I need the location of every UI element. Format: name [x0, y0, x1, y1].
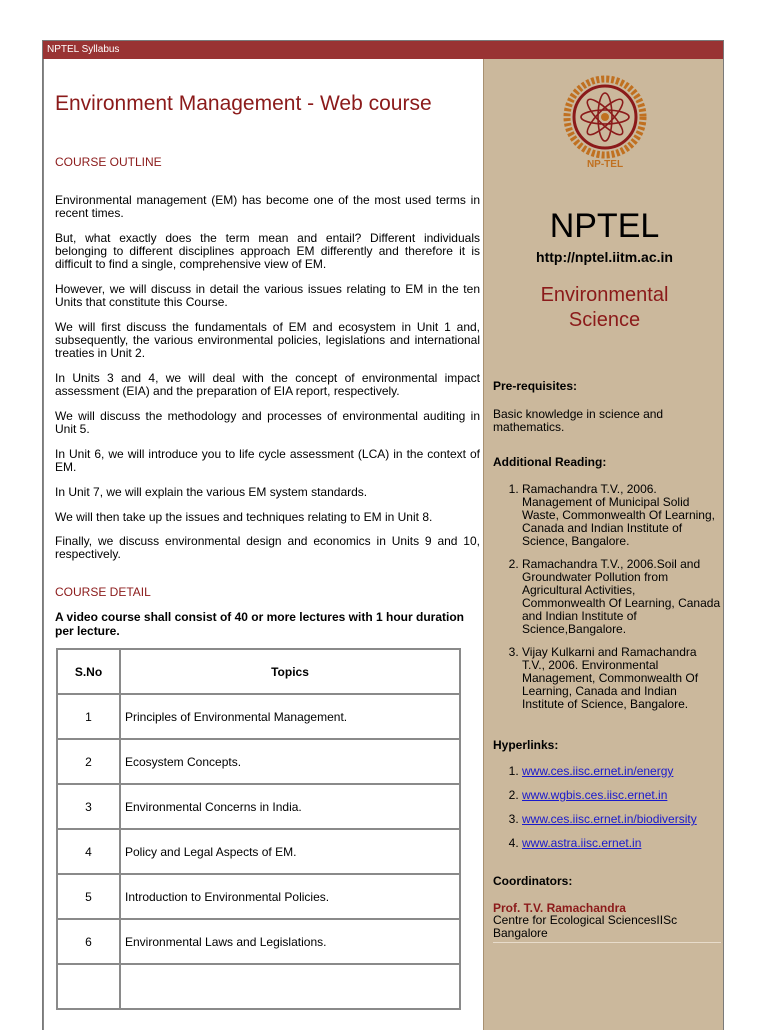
- page-title: Environment Management - Web course: [55, 92, 432, 115]
- sno-cell: [57, 964, 120, 1009]
- subject-title: Environmental Science: [540, 284, 669, 331]
- list-item: [522, 789, 722, 802]
- header-bar: [43, 41, 723, 59]
- topics-table: [56, 648, 461, 1010]
- sno-cell: 5: [57, 874, 120, 919]
- course-detail-heading: COURSE DETAIL: [55, 585, 151, 599]
- list-item: [522, 837, 722, 850]
- table-row: [57, 964, 460, 1009]
- table-row: [57, 694, 460, 739]
- site-url: http://nptel.iitm.ac.in: [536, 249, 673, 265]
- outline-paragraph: In Unit 6, we will introduce you to life cycle assessment (LCA) in the context of EM.: [55, 447, 480, 474]
- column-header-sno: S.No: [57, 649, 120, 694]
- topic-cell: Principles of Environmental Management.: [120, 694, 460, 739]
- sidebar: [483, 59, 724, 1030]
- video-course-note: A video course shall consist of 40 or more lectures with 1 hour duration per lecture.: [55, 610, 464, 638]
- table-row: [57, 784, 460, 829]
- hyperlink-list: [493, 765, 722, 861]
- outline-paragraph: We will first discuss the fundamentals of EM and ecosystem in Unit 1 and, subsequently, the various environmental policies, legislations and international treaties in Unit 2.: [55, 320, 480, 360]
- table-row: [57, 739, 460, 784]
- outline-paragraph: We will discuss the methodology and processes of environmental auditing in Unit 5.: [55, 409, 480, 436]
- topic-cell: Policy and Legal Aspects of EM.: [120, 829, 460, 874]
- topic-cell: [120, 964, 460, 1009]
- list-item: 2. Ramachandra T.V., 2006.Soil and Groundwater Pollution from Agricultural Activities, Commonwealth Of Learning, Canada and Indian Institute of Science,Bangalore.: [522, 558, 722, 636]
- topic-cell: Environmental Laws and Legislations.: [120, 919, 460, 964]
- prerequisites-label: Pre-requisites:: [493, 379, 578, 393]
- divider: [493, 942, 721, 943]
- outline-paragraph: We will then take up the issues and techniques relating to EM in Unit 8.: [55, 510, 433, 524]
- sno-cell: 2: [57, 739, 120, 784]
- prerequisites-text: Basic knowledge in science and mathematics.: [493, 407, 664, 434]
- list-item: 1. Ramachandra T.V., 2006. Management of Municipal Solid Waste, Commonwealth Of Learning, Canada and Indian Institute of Science, Bangalore.: [522, 483, 722, 548]
- hyperlinks-label: Hyperlinks:: [493, 738, 559, 752]
- hyperlink-energy[interactable]: www.ces.iisc.ernet.in/energy: [522, 764, 674, 778]
- coordinator-affiliation: Centre for Ecological SciencesIISc Bangalore: [493, 913, 678, 940]
- header-label: NPTEL Syllabus: [47, 44, 120, 55]
- outline-paragraph: However, we will discuss in detail the various issues relating to EM in the ten Units that constitute this Course.: [55, 282, 480, 309]
- coordinators-label: Coordinators:: [493, 874, 573, 888]
- outline-paragraph: But, what exactly does the term mean and entail? Different individuals belonging to different disciplines approach EM differently and therefore it is difficult to find a single, comprehensive view of EM.: [55, 231, 480, 271]
- table-row: [57, 919, 460, 964]
- page-frame: [42, 40, 724, 1030]
- sno-cell: 3: [57, 784, 120, 829]
- outline-paragraph: In Unit 7, we will explain the various EM system standards.: [55, 485, 368, 499]
- sno-cell: 1: [57, 694, 120, 739]
- main-content: [43, 59, 484, 1030]
- additional-reading-label: Additional Reading:: [493, 455, 607, 469]
- column-header-topics: Topics: [120, 649, 460, 694]
- sno-cell: 4: [57, 829, 120, 874]
- table-header-row: [57, 649, 460, 694]
- list-item: [522, 813, 722, 826]
- reading-list: [493, 483, 722, 721]
- list-item: 3. Vijay Kulkarni and Ramachandra T.V., 2006. Environmental Management, Commonwealth Of Learning, Canada and Indian Institute of Science, Bangalore.: [522, 646, 722, 711]
- brand-name: NPTEL: [549, 207, 660, 245]
- sno-cell: 6: [57, 919, 120, 964]
- hyperlink-astra[interactable]: www.astra.iisc.ernet.in: [522, 836, 642, 850]
- list-item: [522, 765, 722, 778]
- coordinator-name: Prof. T.V. Ramachandra: [493, 901, 626, 915]
- hyperlink-biodiversity[interactable]: www.ces.iisc.ernet.in/biodiversity: [522, 812, 697, 826]
- outline-paragraph: Environmental management (EM) has become one of the most used terms in recent times.: [55, 193, 480, 220]
- outline-paragraph: In Units 3 and 4, we will deal with the concept of environmental impact assessment (EIA) and the preparation of EIA report, respectively.: [55, 371, 480, 398]
- topic-cell: Ecosystem Concepts.: [120, 739, 460, 784]
- hyperlink-wgbis[interactable]: www.wgbis.ces.iisc.ernet.in: [522, 788, 668, 802]
- topic-cell: Environmental Concerns in India.: [120, 784, 460, 829]
- course-outline-heading: COURSE OUTLINE: [55, 155, 162, 169]
- table-row: [57, 829, 460, 874]
- outline-paragraph: Finally, we discuss environmental design and economics in Units 9 and 10, respectively.: [55, 534, 480, 561]
- table-row: [57, 874, 460, 919]
- nptel-logo-icon: [562, 69, 648, 183]
- topic-cell: Introduction to Environmental Policies.: [120, 874, 460, 919]
- logo-text: NP-TEL: [586, 159, 624, 170]
